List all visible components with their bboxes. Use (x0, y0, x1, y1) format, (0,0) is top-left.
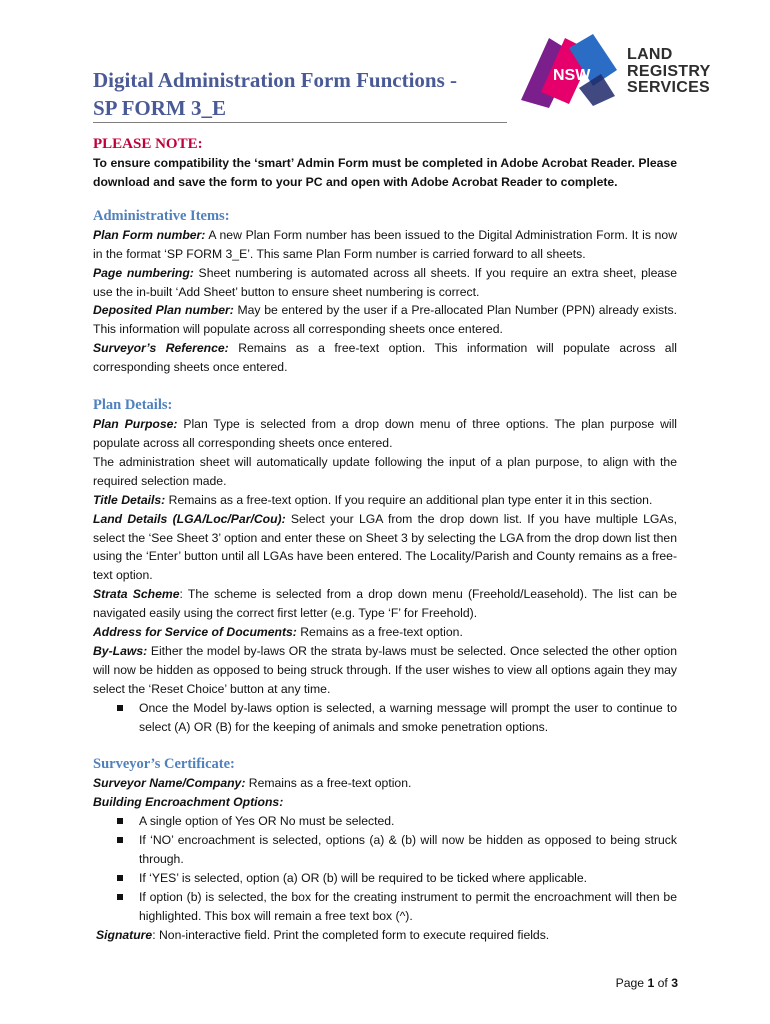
surveyor-name-item: Surveyor Name/Company: Remains as a free-text option. (93, 776, 412, 791)
land-details-item: Land Details (LGA/Loc/Par/Cou): Select your LGA from the drop down list. If you have multiple LGAs, select the ‘See Sheet 3’ option and enter these on Sheet 3 by selecting the LGA from the drop down list then using the ‘Enter’ button until all LGAs have been entered. The Locality/Parish and County remains as a free-text option. (93, 511, 678, 583)
note-body: To ensure compatibility the ‘smart’ Admin Form must be completed in Adobe Acrobat Reader. Please download and save the form to your PC and open with Adobe Acrobat Reader to complete. (93, 156, 677, 189)
list-item: If ‘NO’ encroachment is selected, options (a) & (b) will now be hidden as opposed to being struck through. (139, 831, 677, 869)
by-laws-item: By-Laws: Either the model by-laws OR the strata by-laws must be selected. Once selected the other option will now be hidden as opposed to being struck through. If the user wishes to view all options again they may select the ‘Reset Choice’ button at any time. (93, 643, 677, 696)
address-service-item: Address for Service of Documents: Remains as a free-text option. (93, 625, 463, 640)
title-details-item: Title Details: Remains as a free-text option. If you require an additional plan type enter it in this section. (93, 492, 653, 507)
strata-scheme-item: Strata Scheme: The scheme is selected from a drop down menu (Freehold/Leasehold). The list can be navigated easily using the correct first letter (e.g. Type ‘F’ for Freehold). (93, 587, 677, 621)
title-divider (93, 122, 507, 123)
encroachment-label: Building Encroachment Options: (93, 795, 284, 810)
surveyor-certificate-heading: Surveyor’s Certificate: (93, 756, 235, 773)
plan-form-number-item: Plan Form number: A new Plan Form number has been issued to the Digital Administration Form. It is now in the format ‘SP FORM 3_E’. This same Plan Form number is carried forward to all sheets. (93, 227, 677, 261)
title-line-2: SP FORM 3_E (93, 96, 227, 120)
list-item: Once the Model by-laws option is selected, a warning message will prompt the user to continue to select (A) OR (B) for the keeping of animals and smoke penetration options. (139, 699, 677, 737)
admin-sheet-note: The administration sheet will automatically update following the input of a plan purpose, to align with the required selection made. (93, 454, 677, 488)
title-line-1: Digital Administration Form Functions - (93, 68, 458, 92)
surveyors-reference-item: Surveyor’s Reference: Remains as a free-text option. This information will populate across all corresponding sheets once entered. (93, 341, 678, 375)
list-item: If option (b) is selected, the box for the creating instrument to permit the encroachment will then be highlighted. This box will remain a free text box (^). (139, 888, 677, 926)
deposited-plan-item: Deposited Plan number: May be entered by the user if a Pre-allocated Plan Number (PPN) already exists. This information will populate across all corresponding sheets once entered. (93, 303, 678, 337)
administrative-heading: Administrative Items: (93, 207, 230, 224)
logo-line-registry: REGISTRY (627, 62, 711, 80)
logo-line-services: SERVICES (627, 79, 711, 96)
document-title (93, 66, 513, 122)
page-number: Page 1 of 3 (615, 976, 678, 990)
logo-wordmark (627, 47, 727, 97)
note-heading: PLEASE NOTE: (93, 136, 203, 152)
encroachment-bullets (93, 812, 677, 925)
plan-purpose-item: Plan Purpose: Plan Type is selected from a drop down menu of three options. The plan purpose will populate across all corresponding sheets once entered. (93, 417, 677, 450)
list-item: A single option of Yes OR No must be selected. (139, 812, 677, 831)
page-numbering-item: Page numbering: Sheet numbering is automated across all sheets. If you require an extra sheet, please use the in-built ‘Add Sheet’ button to ensure sheet numbering is correct. (93, 265, 677, 299)
plan-details-heading: Plan Details: (93, 397, 173, 414)
signature-item: Signature: Non-interactive field. Print the completed form to execute required fields. (96, 927, 550, 942)
document-body (93, 134, 677, 945)
logo-badge-text: NSW (553, 67, 591, 84)
logo-line-land: LAND (627, 46, 673, 63)
list-item: If ‘YES’ is selected, option (a) OR (b) will be required to be ticked where applicable. (139, 869, 677, 888)
by-laws-bullets (93, 699, 677, 737)
